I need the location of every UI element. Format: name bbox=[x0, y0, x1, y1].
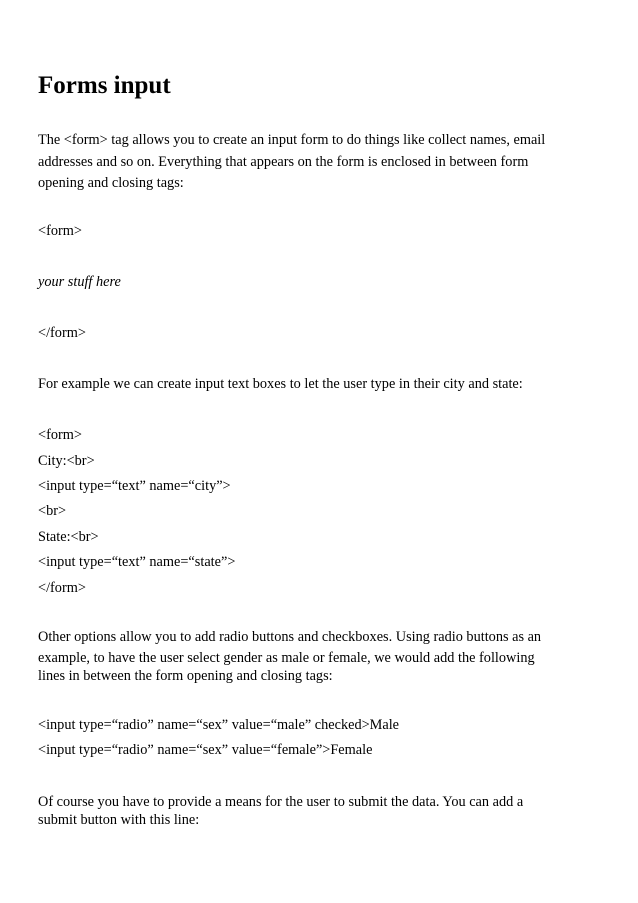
intro-line: addresses and so on. Everything that appears on the form is enclosed in between form bbox=[38, 154, 529, 170]
submit-line: submit button with this line: bbox=[38, 812, 200, 828]
example-paragraph: For example we can create input text boxes to let the user type in their city and state: bbox=[38, 376, 523, 392]
radio-line: Other options allow you to add radio buttons and checkboxes. Using radio buttons as an bbox=[38, 629, 542, 645]
code-form-open: <form> bbox=[38, 223, 82, 239]
radio-line: example, to have the user select gender as male or female, we would add the following bbox=[38, 650, 535, 666]
code-line: <form> bbox=[38, 427, 82, 443]
intro-line: opening and closing tags: bbox=[38, 175, 184, 191]
radio-line: lines in between the form opening and closing tags: bbox=[38, 668, 333, 684]
placeholder-text: your stuff here bbox=[38, 274, 121, 290]
code-line: City:<br> bbox=[38, 453, 95, 469]
code-line: </form> bbox=[38, 580, 86, 596]
code-line: <input type=“text” name=“city”> bbox=[38, 478, 231, 494]
code-line: <input type=“radio” name=“sex” value=“male” checked>Male bbox=[38, 717, 400, 733]
intro-line: The <form> tag allows you to create an input form to do things like collect names, email bbox=[38, 132, 546, 148]
code-line: <br> bbox=[38, 503, 67, 519]
code-form-close: </form> bbox=[38, 325, 86, 341]
page-title: Forms input bbox=[38, 72, 171, 99]
code-line: <input type=“text” name=“state”> bbox=[38, 554, 236, 570]
submit-line: Of course you have to provide a means for the user to submit the data. You can add a bbox=[38, 794, 524, 810]
code-line: State:<br> bbox=[38, 529, 99, 545]
code-line: <input type=“radio” name=“sex” value=“female”>Female bbox=[38, 742, 373, 758]
